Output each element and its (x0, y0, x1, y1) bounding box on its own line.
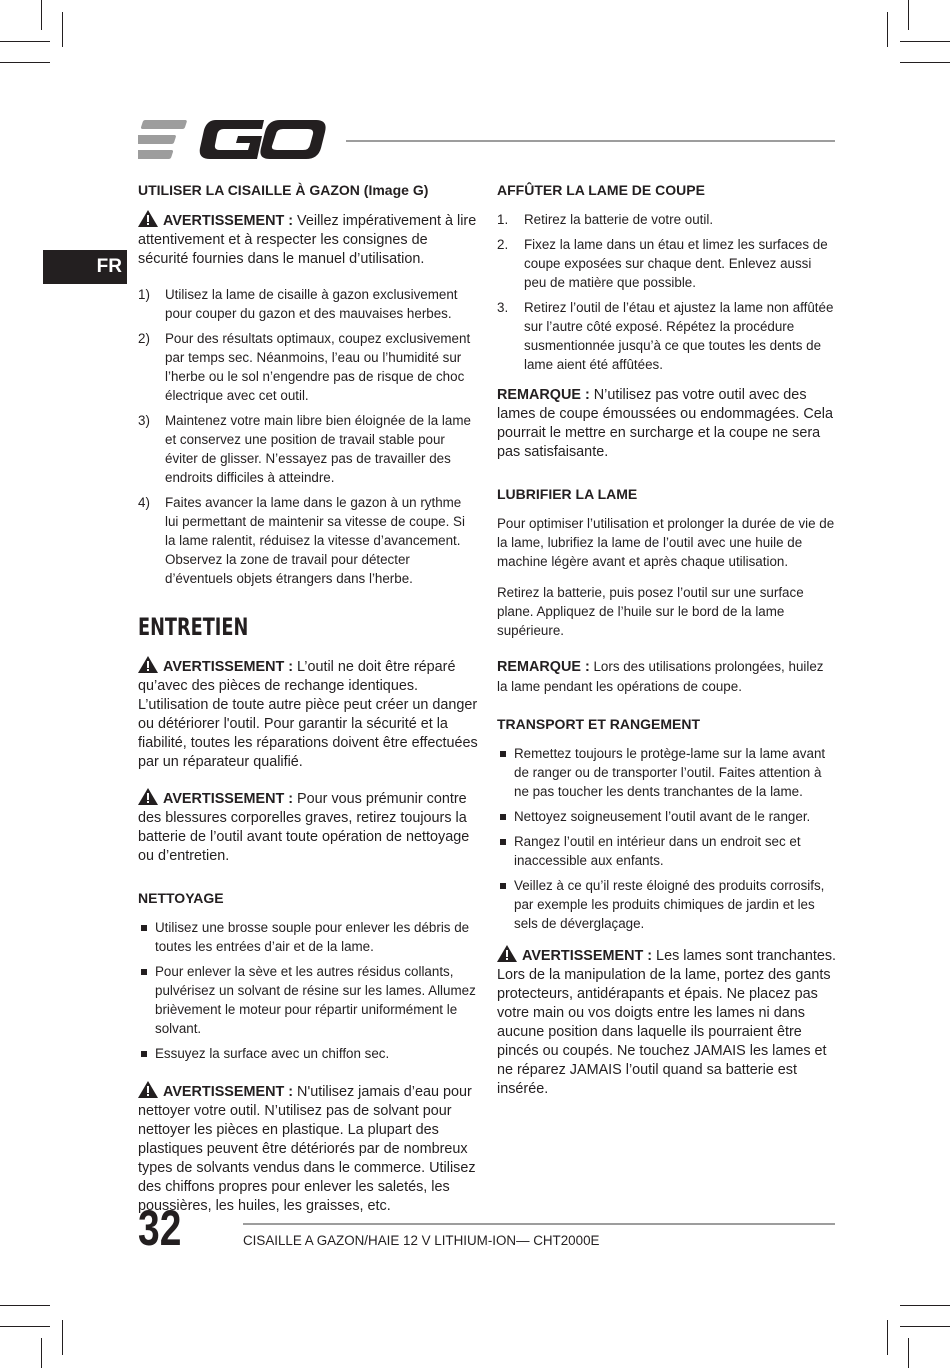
footer-title: CISAILLE A GAZON/HAIE 12 V LITHIUM-ION— CHT2000E (243, 1233, 600, 1248)
note-block (497, 386, 837, 462)
note-label: REMARQUE : (497, 387, 590, 403)
list-item (138, 285, 478, 323)
step-text: Retirez l’outil de l’étau et ajustez la lame non affûtée sur l’autre côté exposé. Répétez la procédure susmentionnée jusqu’à ce que toutes les dents de lame aient été affûtées. (524, 300, 834, 372)
list-item (497, 235, 837, 292)
warning-label: AVERTISSEMENT : (522, 948, 653, 964)
step-number: 4) (138, 495, 150, 510)
bullet-square-icon (500, 751, 506, 757)
warning-text: Veillez impérativement à lire attentivement et à respecter les consignes de sécurité fournies dans le manuel d’utilisation. (138, 213, 477, 267)
bullet-square-icon (500, 814, 506, 820)
crop-mark (887, 1320, 888, 1355)
step-text: Utilisez la lame de cisaille à gazon exclusivement pour couper du gazon et des mauvaises herbes. (165, 287, 458, 321)
note-block (497, 657, 837, 696)
header-rule (346, 140, 835, 142)
footer-rule (243, 1223, 835, 1225)
left-column (138, 180, 478, 1232)
sharpen-title: AFFÛTER LA LAME DE COUPE (497, 182, 705, 198)
warning-block (138, 210, 478, 269)
step-text: Retirez la batterie de votre outil. (524, 212, 714, 227)
right-column (497, 180, 837, 1115)
list-item (497, 210, 837, 229)
crop-mark (900, 62, 950, 63)
using-title: UTILISER LA CISAILLE À GAZON (Image G) (138, 182, 429, 198)
item-text: Veillez à ce qu’il reste éloigné des produits corrosifs, par exemple les produits chimiques de jardin et les sels de déverglaçage. (514, 878, 825, 931)
crop-mark (62, 1320, 63, 1355)
crop-mark (900, 1305, 950, 1306)
warning-block (138, 1081, 478, 1216)
warning-block (138, 656, 478, 772)
list-item (138, 1044, 478, 1063)
bullet-square-icon (500, 839, 506, 845)
list-item (138, 329, 478, 405)
warning-icon (138, 210, 158, 227)
warning-label: AVERTISSEMENT : (163, 659, 294, 675)
item-text: Pour enlever la sève et les autres résidus collants, pulvérisez un solvant de résine sur les lames. Allumez brièvement le moteur pour répartir uniformément le solvant. (155, 964, 476, 1036)
note-text: Lors des utilisations prolongées, huilez la lame pendant les opérations de coupe. (497, 659, 824, 694)
list-item (138, 962, 478, 1038)
transport-title: TRANSPORT ET RANGEMENT (497, 716, 700, 732)
lubricate-paragraph: Pour optimiser l’utilisation et prolonger la durée de vie de la lame, lubrifiez la lame de l’outil avec une huile de machine légère avant et après chaque utilisation. (497, 516, 835, 569)
step-text: Fixez la lame dans un étau et limez les surfaces de coupe exposées sur chaque dent. Enlevez aussi peu de matière que possible. (524, 237, 828, 290)
transport-list (497, 744, 837, 933)
lubricate-title: LUBRIFIER LA LAME (497, 486, 638, 502)
ego-logo (138, 118, 328, 162)
crop-mark (0, 1305, 50, 1306)
item-text: Nettoyez soigneusement l’outil avant de le ranger. (514, 809, 811, 824)
list-item (138, 918, 478, 956)
list-item (497, 876, 837, 933)
item-text: Remettez toujours le protège-lame sur la lame avant de ranger ou de transporter l’outil. Faites attention à ne pas toucher les dents tranchantes de la lame. (514, 746, 826, 799)
warning-text: Les lames sont tranchantes. Lors de la manipulation de la lame, portez des gants protecteurs, antidérapants et épais. Ne placez pas votre main ou vos doigts entre les lames ni dans aucune position dans laquelle ils pourraient être pincés ou coupés. Ne touchez JAMAIS les lames et ne réparez JAMAIS l’outil quand sa batterie est insérée. (497, 948, 837, 1097)
list-item (497, 807, 837, 826)
item-text: Utilisez une brosse souple pour enlever les débris de toutes les entrées d’air et de la lame. (155, 920, 470, 954)
warning-text: N'utilisez jamais d’eau pour nettoyer votre outil. N’utilisez pas de solvant pour nettoyer les pièces en plastique. La plupart des plastiques peuvent être détériorés par de nombreux types de solvants vendus dans le commerce. Utilisez des chiffons propres pour enlever les saletés, les poussières, les huiles, les graisses, etc. (138, 1084, 476, 1214)
bullet-square-icon (141, 1051, 147, 1057)
warning-label: AVERTISSEMENT : (163, 1084, 294, 1100)
step-text: Faites avancer la lame dans le gazon à un rythme lui permettant de maintenir sa vitesse de coupe. Si la lame ralentit, réduisez la vitesse d’avancement. Observez la zone de travail pour détecter d’éventuels objets étrangers dans l’herbe. (165, 495, 465, 586)
bullet-square-icon (500, 883, 506, 889)
item-text: Essuyez la surface avec un chiffon sec. (155, 1046, 390, 1061)
crop-mark (908, 1338, 909, 1368)
step-text: Maintenez votre main libre bien éloignée de la lame et conservez une position de travail stable pour éviter de glisser. N’essayez pas de travailler des endroits difficiles à atteindre. (165, 413, 471, 485)
sharpen-steps (497, 210, 837, 374)
cleaning-list (138, 918, 478, 1063)
note-text: N’utilisez pas votre outil avec des lames de coupe émoussées ou endommagées. Cela pourrait le mettre en surcharge et la coupe ne sera pas satisfaisante. (497, 387, 833, 460)
step-number: 2. (497, 237, 509, 252)
cleaning-title: NETTOYAGE (138, 890, 224, 906)
crop-mark (0, 41, 50, 42)
lubricate-paragraph: Retirez la batterie, puis posez l’outil sur une surface plane. Appliquez de l’huile sur le bord de la lame supérieure. (497, 585, 804, 638)
warning-icon (138, 1081, 158, 1098)
step-text: Pour des résultats optimaux, coupez exclusivement par temps sec. Néanmoins, l’eau ou l’humidité sur l’herbe ou le sol n’engendre pas de risque de choc électrique avec cet outil. (165, 331, 471, 403)
step-number: 2) (138, 331, 150, 346)
warning-text: L’outil ne doit être réparé qu’avec des pièces de rechange identiques. L’utilisation de toute autre pièce peut créer un danger ou détériorer l'outil. Pour garantir la sécurité et la fiabilité, toutes les réparations doivent être effectuées par un réparateur qualifié. (138, 659, 478, 770)
step-number: 3) (138, 413, 150, 428)
list-item (497, 298, 837, 374)
warning-icon (497, 945, 517, 962)
crop-mark (900, 1326, 950, 1327)
list-item (497, 832, 837, 870)
crop-mark (887, 12, 888, 47)
warning-block (497, 945, 837, 1099)
crop-mark (900, 41, 950, 42)
warning-label: AVERTISSEMENT : (163, 791, 294, 807)
step-number: 1. (497, 212, 509, 227)
step-number: 1) (138, 287, 150, 302)
crop-mark (908, 0, 909, 30)
warning-label: AVERTISSEMENT : (163, 213, 294, 229)
bullet-square-icon (141, 969, 147, 975)
crop-mark (0, 1326, 50, 1327)
language-tab: FR (43, 250, 127, 284)
warning-text: Pour vous prémunir contre des blessures corporelles graves, retirez toujours la batterie de l’outil avant toute opération de nettoyage ou d’entretien. (138, 791, 470, 864)
list-item (138, 493, 478, 588)
step-number: 3. (497, 300, 509, 315)
list-item (138, 411, 478, 487)
item-text: Rangez l’outil en intérieur dans un endroit sec et inaccessible aux enfants. (514, 834, 801, 868)
bullet-square-icon (141, 925, 147, 931)
warning-icon (138, 656, 158, 673)
note-label: REMARQUE : (497, 659, 590, 675)
list-item (497, 744, 837, 801)
crop-mark (41, 1338, 42, 1368)
crop-mark (0, 62, 50, 63)
page-number: 32 (138, 1200, 182, 1256)
crop-mark (62, 12, 63, 47)
crop-mark (41, 0, 42, 30)
maintenance-title: ENTRETIEN (138, 613, 249, 641)
using-steps (138, 285, 478, 588)
warning-block (138, 788, 478, 866)
warning-icon (138, 788, 158, 805)
